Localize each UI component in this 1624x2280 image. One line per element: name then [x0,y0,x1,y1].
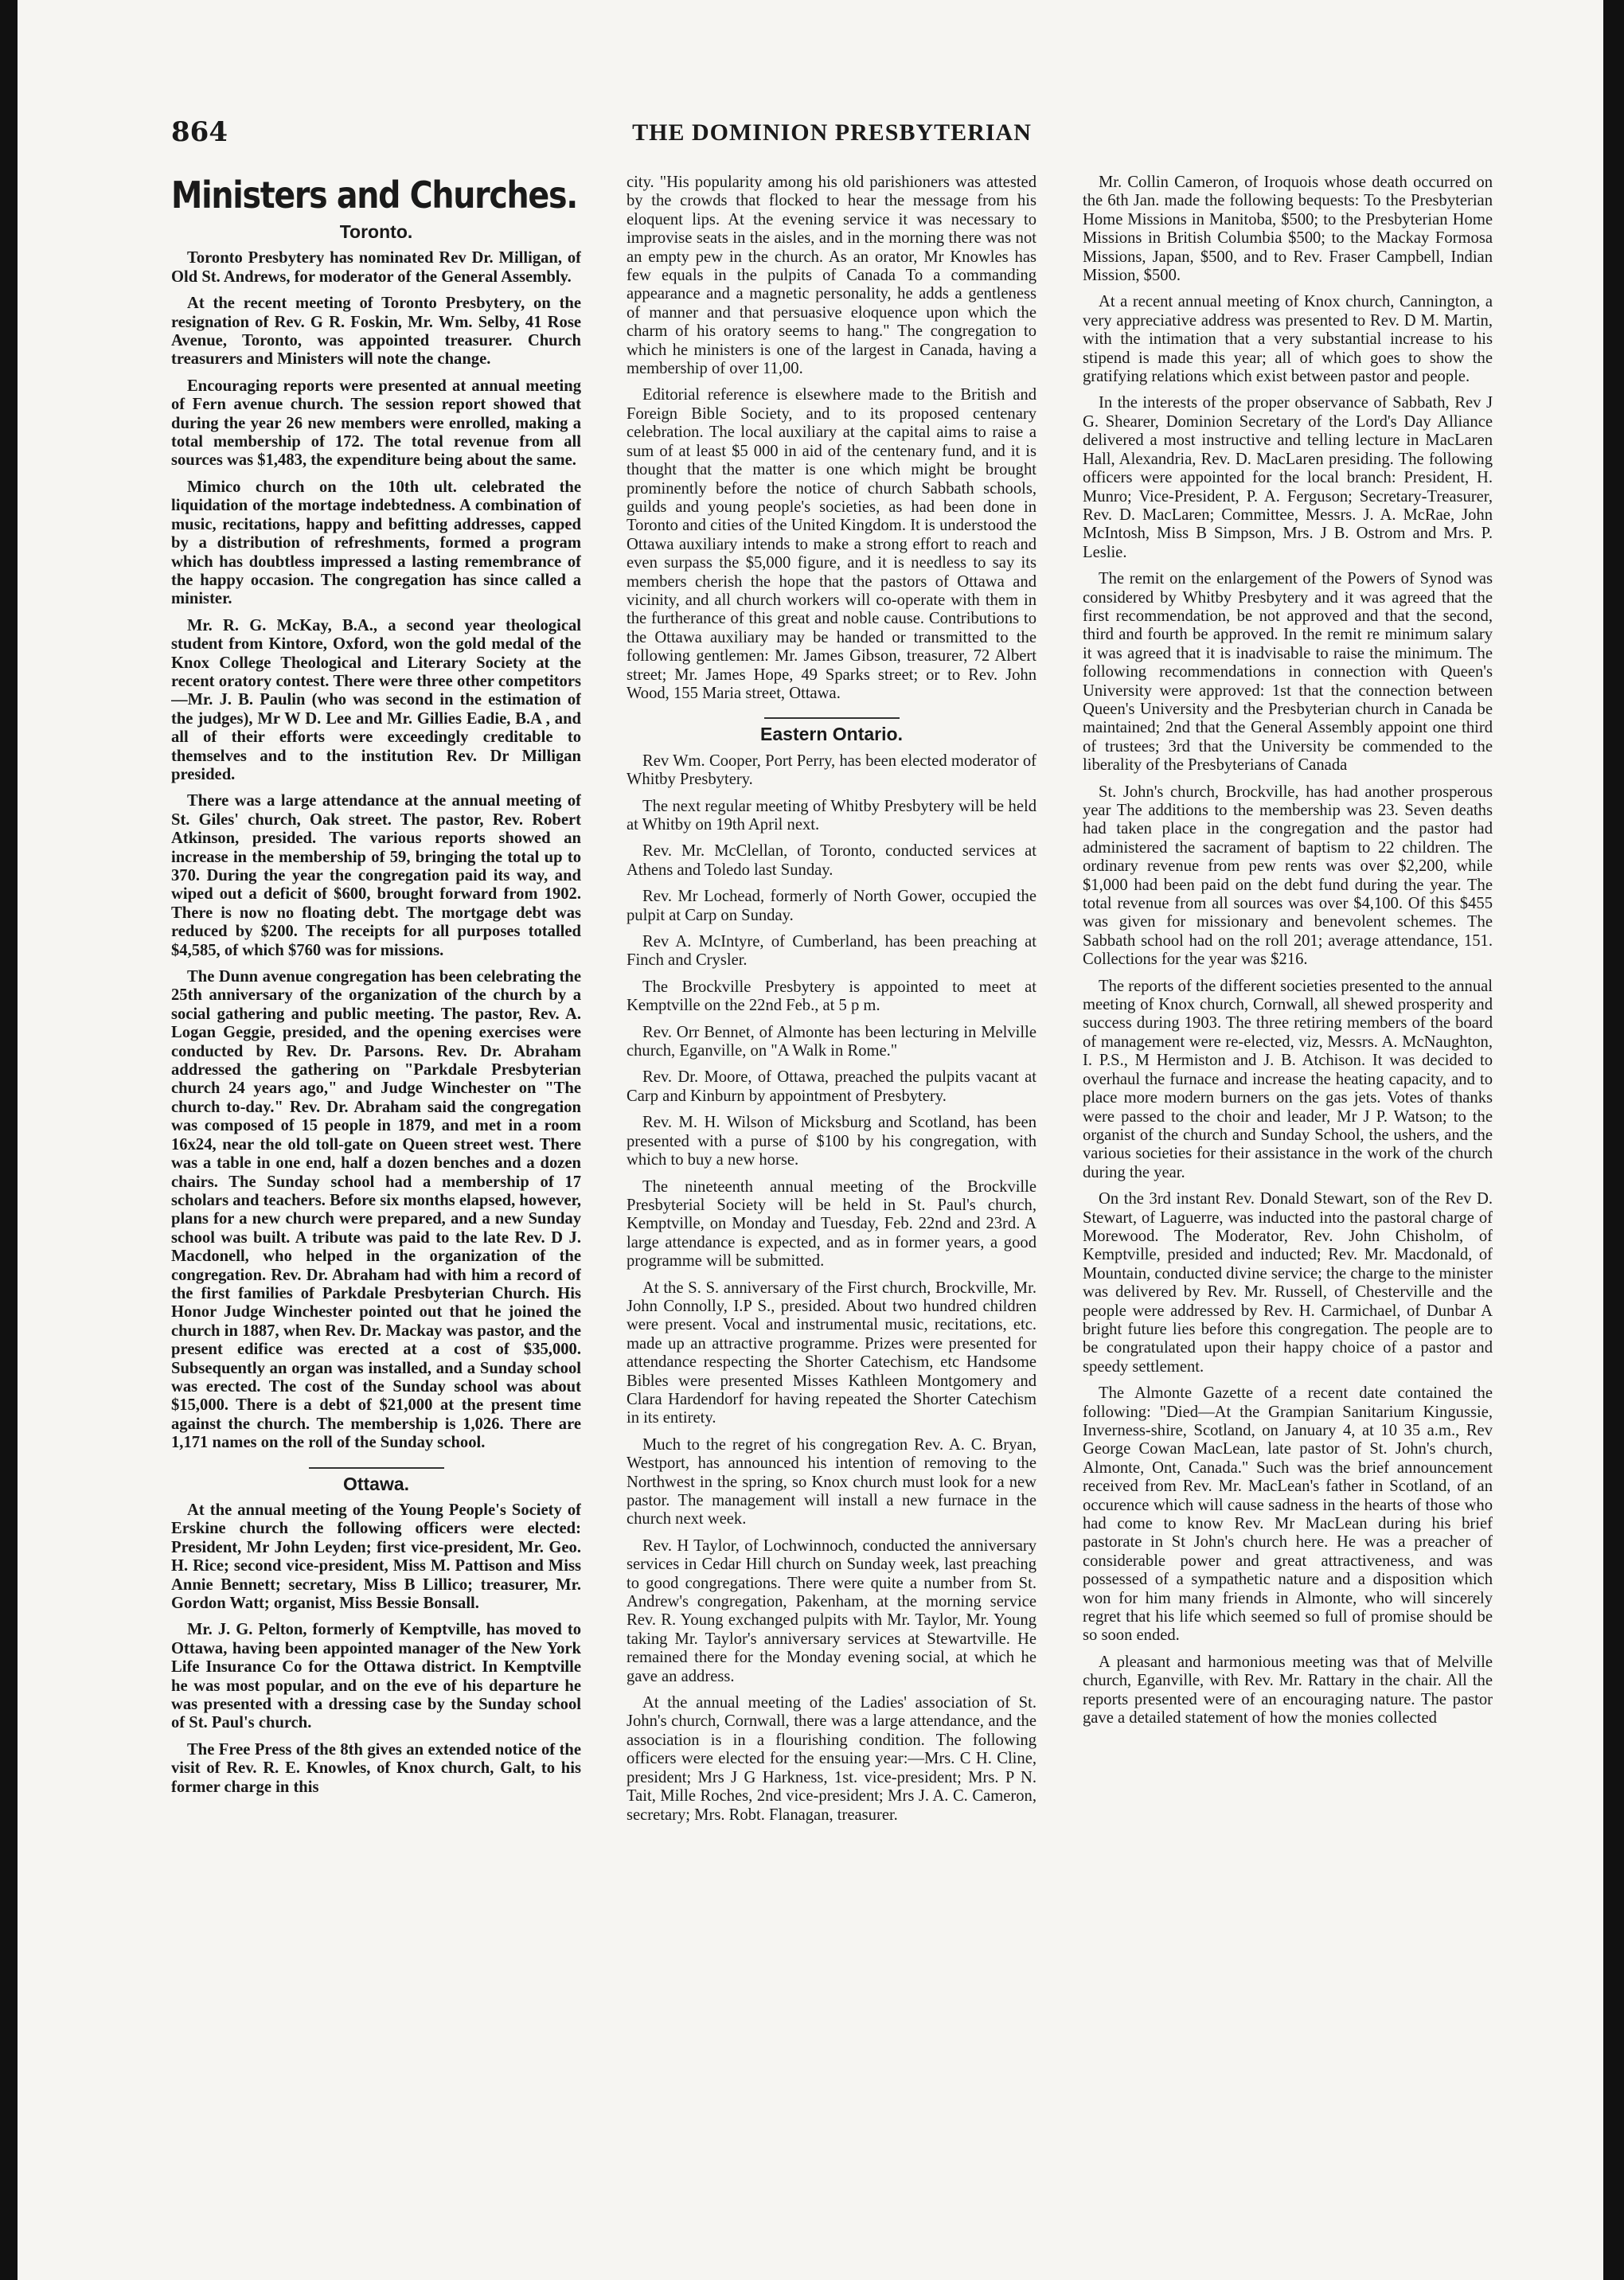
section-heading-eastern-ontario: Eastern Ontario. [760,724,903,745]
paragraph: city. "His popularity among his old parishioners was attested by the crowds that flocked to hear the message from his eloquent lips. At the evening service it was necessary to improvise seats in the aisles, and in the morning there was not an empty pew in the church. As an orator, Mr Knowles has few equals in the pulpits of Canada To a commanding appearance and a magnetic personality, he adds a gentleness of manner and that persuasive eloquence upon which the charm of his oratory seems to hang." The congregation to which he ministers is one of the largest in Canada, having a membership of over 11,00. [627,174,1036,378]
paragraph: Editorial reference is elsewhere made to the British and Foreign Bible Society, and to its proposed centenary celebration. The local auxiliary at the capital aims to raise a sum of at least $5 000 in aid of the centenary fund, and it is thought that the matter is one which might be brought prominently before the notice of church Sabbath schools, guilds and young people's societies, as had been done in Toronto and cities of the United Kingdom. It is understood the Ottawa auxiliary intends to make a strong effort to reach and even surpass the $5,000 figure, and it is needless to say its members cherish the hope that the pastors of Ottawa and vicinity, and all church workers will co-operate with them in the furtherance of this great and noble cause. Contributions to the Ottawa auxiliary may be handed or transmitted to the following gentlemen: Mr. James Gibson, treasurer, 72 Albert street; Mr. James Hope, 49 Sparks street; or to Rev. John Wood, 155 Maria street, Ottawa. [627,386,1036,702]
paragraph: At the annual meeting of the Ladies' association of St. John's church, Cornwall, there was a large attendance, and the association is in a flourishing condition. The following officers were elected for the ensuing year:—Mrs. C H. Cline, president; Mrs J G Harkness, 1st. vice-president; Mrs. P N. Tait, Mille Roches, 2nd vice-president; Mrs J. A. C. Cameron, secretary; Mrs. Robt. Flanagan, treasurer. [627,1694,1036,1824]
paragraph: St. John's church, Brockville, has had another prosperous year The additions to the membership was 23. Seven deaths had taken place in the congregation and the pastor had administered the sacrament of baptism to 22 children. The ordinary revenue from pew rents was over $2,200, while $1,000 had been paid on the debt fund during the year. The total revenue from all sources was over $4,100. Of this $455 was given for missionary and benevolent schemes. The Sabbath school had on the roll 201; average attendance, 151. Collections for the year was $216. [1083,783,1493,969]
paragraph: The remit on the enlargement of the Powers of Synod was considered by Whitby Presbytery and it was agreed that the first recommendation, be not approved and that the second, third and fourth be approved. In the remit re minimum salary it was agreed that it is inadvisable to raise the minimum. The following recommendations in connection with Queen's University were approved: 1st that the connection between Queen's University and the Presbyterian church in Canada be maintained; 2nd that the General Assembly appoint one third of trustees; 3rd that the University be commended to the liberality of the Presbyterians of Canada [1083,570,1493,775]
paragraph: The nineteenth annual meeting of the Brockville Presbyterial Society will be held in St. Paul's church, Kemptville, on Monday and Tuesday, Feb. 22nd and 23rd. A large attendance is expected, and as in former years, a good programme will be submitted. [627,1177,1036,1271]
paragraph: Mimico church on the 10th ult. celebrated the liquidation of the mortage indebtedness. A combination of music, recitations, happy and befitting addresses, capped by a distribution of refreshments, formed a program which has doubtless impressed a lasting remembrance of the happy occasion. The congregation has since called a minister. [171,478,581,608]
paragraph: Much to the regret of his congregation Rev. A. C. Bryan, Westport, has announced his intention of removing to the Northwest in the spring, so Knox church must look for a new pastor. The management will install a new furnace in the church next week. [627,1435,1036,1528]
article-title: Ministers and Churches. [171,174,577,217]
paragraph: Toronto Presbytery has nominated Rev Dr. Milligan, of Old St. Andrews, for moderator of the General Assembly. [171,249,581,286]
paragraph: The Almonte Gazette of a recent date contained the following: "Died—At the Grampian Sanitarium Kingussie, Inverness-shire, Scotland, on January 4, at 10 35 a.m., Rev George Cowan MacLean, late pastor of St. John's church, Almonte, Ont, Canada." Such was the brief announcement received from Rev. Mr. MacLean's father in Scotland, of an occurence which will cause sadness in the hearts of those who had come to know Rev. Mr MacLean during his brief pastorate in St John's church here. He was a preacher of considerable power and great attractiveness, and was possessed of a sympathetic nature and a disposition which won for him many friends in Almonte, who will sincerely regret that his life which seemed so full of promise should be so soon ended. [1083,1384,1493,1645]
paragraph: At the recent meeting of Toronto Presbytery, on the resignation of Rev. G R. Foskin, Mr. Wm. Selby, 41 Rose Avenue, Toronto, was appointed treasurer. Church treasurers and Ministers will note the change. [171,295,581,369]
paragraph: The Free Press of the 8th gives an extended notice of the visit of Rev. R. E. Knowles, of Knox church, Galt, to his former charge in this [171,1740,581,1796]
paragraph: At the annual meeting of the Young People's Society of Erskine church the following officers were elected: President, Mr John Leyden; first vice-president, Mr. Geo. H. Rice; second vice-president, Miss M. Pattison and Miss Annie Bennett; secretary, Miss B Lillico; treasurer, Mr. Gordon Watt; organist, Miss Bessie Bonsall. [171,1501,581,1613]
paragraph: On the 3rd instant Rev. Donald Stewart, son of the Rev D. Stewart, of Laguerre, was inducted into the pastoral charge of Morewood. The Moderator, Rev. John Chisholm, of Kemptville, presided and inducted; Rev. Mr. Macdonald, of Mountain, conducted divine service; the charge to the minister was delivered by Rev. Mr. Russell, of Chesterville and the people were addressed by Rev. H. Carmichael, of Dunbar A bright future lies before this congregation. The people are to be congratulated upon their happy choice of a pastor and speedy settlement. [1083,1190,1493,1376]
section-heading-ottawa: Ottawa. [342,1473,410,1494]
paragraph: In the interests of the proper observance of Sabbath, Rev J G. Shearer, Dominion Secretary of the Lord's Day Alliance delivered a most instructive and telling lecture in MacLaren Hall, Alexandria, Rev. D. MacLaren presiding. The following officers were appointed for the local branch: President, H. Munro; Vice-President, P. A. Ferguson; Secretary-Treasurer, Rev. D. MacLaren; Committee, Messrs. J. A. McRae, John McIntosh, Miss B Simpson, Mrs. J B. Ostrom and Mrs. P. Leslie. [1083,394,1493,561]
page-number: 864 [171,116,228,148]
paragraph: Mr. J. G. Pelton, formerly of Kemptville, has moved to Ottawa, having been appointed manager of the New York Life Insurance Co for the Ottawa district. In Kemptville he was most popular, and on the eve of his departure he was presented with a dressing case by the Sunday school of St. Paul's church. [171,1621,581,1732]
scan-right-edge [1603,0,1624,2280]
paragraph: Rev. M. H. Wilson of Micksburg and Scotland, has been presented with a purse of $100 by his congregation, with which to buy a new horse. [627,1114,1036,1169]
running-head [171,111,1493,151]
paragraph: At a recent annual meeting of Knox church, Cannington, a very appreciative address was presented to Rev. D M. Martin, with the intimation that a very substantial increase to his stipend is made this year; all of which goes to show the gratifying relations which exist between pastor and people. [1083,293,1493,386]
column-1 [171,174,581,2243]
paragraph: Rev. H Taylor, of Lochwinnoch, conducted the anniversary services in Cedar Hill church on Sunday week, last preaching to good congregations. There were quite a number from St. Andrew's congregation, Pakenham, at the morning service Rev. R. Young exchanged pulpits with Mr. Taylor, Mr. Young taking Mr. Taylor's anniversary services at Stewartville. He remained there for the Monday evening social, at which he gave an address. [627,1536,1036,1685]
paragraph: Rev. Orr Bennet, of Almonte has been lecturing in Melville church, Eganville, on "A Walk in Rome." [627,1023,1036,1060]
paragraph: At the S. S. anniversary of the First church, Brockville, Mr. John Connolly, I.P S., presided. About two hundred children were present. Vocal and instrumental music, recitations, etc. made up an attractive programme. Prizes were presented for attendance respecting the Shorter Catechism, etc Handsome Bibles were presented Misses Kathleen Montgomery and Clara Hardendorf for having repeated the Shorter Catechism in its entirety. [627,1279,1036,1427]
paragraph: There was a large attendance at the annual meeting of St. Giles' church, Oak street. The pastor, Rev. Robert Atkinson, presided. The various reports showed an increase in the membership of 59, bringing the total up to 370. During the year the congregation paid its way, and wiped out a deficit of $600, brought forward from 1902. There is now no floating debt. The mortgage debt was reduced by $200. The receipts for all purposes totalled $4,585, of which $760 was for missions. [171,792,581,959]
section-divider [764,717,900,719]
paragraph: The next regular meeting of Whitby Presbytery will be held at Whitby on 19th April next. [627,797,1036,834]
paragraph: The Dunn avenue congregation has been celebrating the 25th anniversary of the organization of the church by a social gathering and public meeting. The pastor, Rev. A. Logan Geggie, presided, and the opening exercises were conducted by Rev. Dr. Parsons. Rev. Dr. Abraham addressed the gathering on "Parkdale Presbyterian church 24 years ago," and Judge Winchester on "The church to-day." Rev. Dr. Abraham said the congregation was composed of 15 people in 1879, and met in a room 16x24, near the old toll-gate on Queen street west. There was a table in one end, half a dozen benches and a dozen chairs. The Sunday school had a membership of 17 scholars and teachers. Before six months elapsed, however, plans for a new church were prepared, and a new Sunday school was built. A tribute was paid to the late Rev. D J. Macdonell, who helped in the organization of the congregation. Rev. Dr. Abraham had with him a record of the first families of Parkdale Presbyterian Church. His Honor Judge Winchester pointed out that he joined the church in 1887, when Rev. Dr. Mackay was pastor, and the present edifice was erected at a cost of $35,000. Subsequently an organ was installed, and a Sunday school was erected. The cost of the Sunday school was about $15,000. There is a debt of $21,000 at the present time against the church. The membership is 1,026. There are 1,171 names on the roll of the Sunday school. [171,968,581,1452]
paragraph: Encouraging reports were presented at annual meeting of Fern avenue church. The session report showed that during the year 26 new members were enrolled, making a total membership of 172. The total revenue from all sources was $1,483, the expenditure being about the same. [171,377,581,470]
paragraph: Rev. Mr Lochead, formerly of North Gower, occupied the pulpit at Carp on Sunday. [627,888,1036,924]
newspaper-page [171,111,1493,2261]
column-2 [627,174,1036,2243]
paragraph: Rev. Dr. Moore, of Ottawa, preached the pulpits vacant at Carp and Kinburn by appointment of Presbytery. [627,1068,1036,1105]
paragraph: Rev. Mr. McClellan, of Toronto, conducted services at Athens and Toledo last Sunday. [627,842,1036,879]
paragraph: A pleasant and harmonious meeting was that of Melville church, Eganville, with Rev. Mr. Rattary in the chair. All the reports presented were of an encouraging nature. The pastor gave a detailed statement of how the monies collected [1083,1653,1493,1728]
paragraph: Rev A. McIntyre, of Cumberland, has been preaching at Finch and Crysler. [627,933,1036,970]
section-heading-toronto: Toronto. [339,221,413,242]
section-divider [309,1467,444,1469]
column-3 [1083,174,1493,2243]
paragraph: Rev Wm. Cooper, Port Perry, has been elected moderator of Whitby Presbytery. [627,752,1036,789]
paragraph: Mr. R. G. McKay, B.A., a second year theological student from Kintore, Oxford, won the gold medal of the Knox College Theological and Literary Society at the recent oratory contest. There were three other competitors—Mr. J. B. Paulin (who was second in the estimation of the judges), Mr W D. Lee and Mr. Gillies Eadie, B.A , and all of their efforts were exceedingly creditable to themselves and to the institution Rev. Dr Milligan presided. [171,616,581,783]
scan-left-edge [0,0,18,2280]
paragraph: The reports of the different societies presented to the annual meeting of Knox church, Cornwall, all shewed prosperity and success during 1903. The three retiring members of the board of management were re-elected, viz, Messrs. A. McNaughton, I. P.S., M Hermiston and J. B. Atchison. It was decided to overhaul the furnace and increase the heating capacity, and to place more modern burners on the gas jets. Votes of thanks were passed to the choir and leader, Mr J P. Watson; to the organist of the church and Sunday School, the ushers, and the various societies for their assistance in the work of the church during the year. [1083,977,1493,1181]
paragraph: Mr. Collin Cameron, of Iroquois whose death occurred on the 6th Jan. made the following bequests: To the Presbyterian Home Missions in Manitoba, $500; to the Presbyterian Home Missions in British Columbia $500; to the Mackay Formosa Missions, Japan, $500, and to Rev. Fraser Campbell, Indian Mission, $500. [1083,174,1493,285]
journal-title: THE DOMINION PRESBYTERIAN [632,119,1032,146]
paragraph: The Brockville Presbytery is appointed to meet at Kemptville on the 22nd Feb., at 5 p m. [627,978,1036,1015]
